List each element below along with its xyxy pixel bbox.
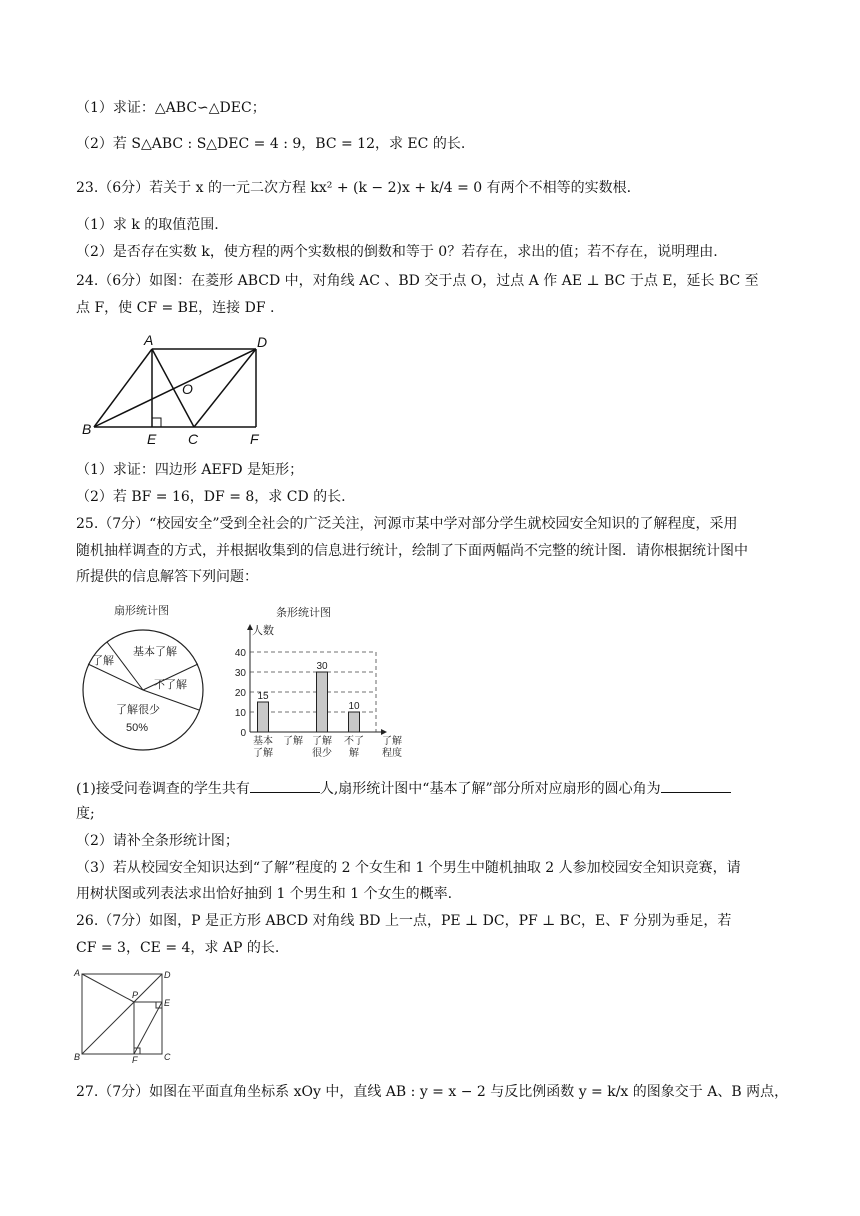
pie-label-little: 了解很少 — [116, 704, 160, 716]
q25-1-text-b: 人,扇形统计图中“基本了解”部分所对应扇形的圆心角为 — [319, 781, 661, 797]
x-axis-label-b: 程度 — [382, 748, 402, 759]
line-q25-1 — [76, 778, 731, 799]
bar-value-label-2: 30 — [316, 661, 328, 672]
label26-b: B — [74, 1052, 81, 1062]
y-tick-label-0: 0 — [240, 728, 246, 739]
line-q23: 23.（6分）若关于 x 的一元二次方程 kx² + (k − 2)x + k/4 = 0 有两个不相等的实数根. — [76, 180, 632, 196]
line-q22-1: （1）求证：△ABC∽△DEC； — [76, 100, 266, 116]
line-q25-cont1: 随机抽样调查的方式，并根据收集到的信息进行统计，绘制了下面两幅尚不完整的统计图．请你根据统计图中 — [76, 543, 748, 559]
figure-square — [70, 968, 186, 1064]
seg-cd — [194, 349, 256, 427]
bar-0 — [258, 702, 269, 732]
line-q24-2: （2）若 BF = 16，DF = 8，求 CD 的长. — [76, 489, 346, 505]
line-q22-2: （2）若 S△ABC : S△DEC = 4 : 9，BC = 12，求 EC 的长. — [76, 136, 466, 152]
label26-d: D — [164, 970, 171, 980]
y-tick-label-20: 20 — [234, 688, 246, 699]
x-tick-label-3-b: 解 — [349, 748, 359, 759]
pie-label-pct: 50% — [126, 722, 149, 734]
bar-value-label-3: 10 — [348, 701, 360, 712]
x-tick-label-3-a: 不了 — [344, 736, 364, 747]
label-o: O — [182, 381, 193, 397]
pie-radius-3 — [88, 664, 143, 690]
bar-chart — [226, 600, 416, 760]
bar-3 — [349, 712, 360, 732]
line-q25-cont2: 所提供的信息解答下列问题： — [76, 569, 258, 585]
bar-chart-ylabel: 人数 — [252, 625, 274, 637]
answer-blank-2[interactable] — [661, 778, 731, 793]
answer-blank-1[interactable] — [250, 778, 320, 793]
line-q25-3-cont: 用树状图或列表法求出恰好抽到 1 个男生和 1 个女生的概率. — [76, 886, 453, 902]
x-axis-label-a: 了解 — [382, 736, 402, 747]
x-tick-label-0-b: 了解 — [253, 748, 273, 759]
label26-p: P — [132, 990, 139, 1000]
line-q25-1-cont: 度; — [76, 806, 95, 822]
label-b: B — [82, 421, 92, 437]
right-angle-mark — [152, 418, 161, 427]
label26-e: E — [164, 998, 171, 1008]
label-d: D — [257, 334, 268, 350]
seg-ap — [82, 974, 134, 1002]
pie-label-not: 不了解 — [154, 679, 187, 691]
label-c: C — [188, 431, 199, 446]
seg-ef — [134, 1002, 162, 1054]
pie-chart — [76, 600, 216, 755]
line-q23-2: （2）是否存在实数 k，使方程的两个实数根的倒数和等于 0？若存在，求出的值；若不存在，说明理由. — [76, 244, 718, 260]
label26-f: F — [132, 1055, 138, 1064]
line-q26-cont: CF = 3，CE = 4，求 AP 的长. — [76, 940, 280, 956]
x-tick-label-0-a: 基本 — [253, 736, 273, 747]
x-tick-label-2-b: 很少 — [312, 748, 332, 759]
line-q23-1: （1）求 k 的取值范围. — [76, 217, 219, 233]
bar-value-label-0: 15 — [257, 691, 269, 702]
y-tick-label-10: 10 — [234, 708, 246, 719]
x-tick-label-1-a: 了解 — [283, 736, 303, 747]
pie-label-understand: 了解 — [92, 655, 114, 667]
line-q26: 26.（7分）如图，P 是正方形 ABCD 对角线 BD 上一点，PE ⊥ DC，PF ⊥ BC，E、F 分别为垂足，若 — [76, 913, 732, 929]
line-q24: 24.（6分）如图：在菱形 ABCD 中，对角线 AC 、BD 交于点 O，过点 A 作 AE ⊥ BC 于点 E，延长 BC 至 — [76, 273, 759, 289]
pie-label-basic: 基本了解 — [133, 646, 177, 658]
line-q25-3: （3）若从校园安全知识达到“了解”程度的 2 个女生和 1 个男生中随机抽取 2 人参加校园安全知识竞赛，请 — [76, 860, 741, 876]
y-tick-label-30: 30 — [234, 668, 246, 679]
y-tick-label-40: 40 — [234, 648, 246, 659]
seg-bd — [94, 349, 256, 427]
label-e: E — [147, 431, 157, 446]
label-f: F — [250, 431, 259, 446]
line-q25: 25.（7分）“校园安全”受到全社会的广泛关注，河源市某中学对部分学生就校园安全知识的了解程度，采用 — [76, 516, 738, 532]
pie-title: 扇形统计图 — [114, 605, 169, 617]
x-axis-arrow — [381, 729, 387, 735]
bar-2 — [317, 672, 328, 732]
line-q24-1: （1）求证：四边形 AEFD 是矩形； — [76, 462, 304, 478]
label26-c: C — [164, 1052, 171, 1062]
line-q24-cont: 点 F，使 CF = BE，连接 DF . — [76, 300, 275, 316]
label26-a: A — [74, 968, 81, 978]
line-q25-2: （2）请补全条形统计图； — [76, 833, 239, 849]
figure-rhombus — [80, 332, 280, 446]
label-a: A — [144, 332, 154, 348]
line-q27: 27.（7分）如图在平面直角坐标系 xOy 中，直线 AB : y = x − 2 与反比例函数 y = k/x 的图象交于 A、B 两点， — [76, 1084, 789, 1100]
x-tick-label-2-a: 了解 — [312, 736, 332, 747]
diag-bd — [82, 974, 162, 1054]
q25-1-text-a: (1)接受问卷调查的学生共有 — [76, 781, 250, 797]
seg-ab — [94, 349, 152, 427]
bar-chart-title: 条形统计图 — [276, 607, 331, 619]
